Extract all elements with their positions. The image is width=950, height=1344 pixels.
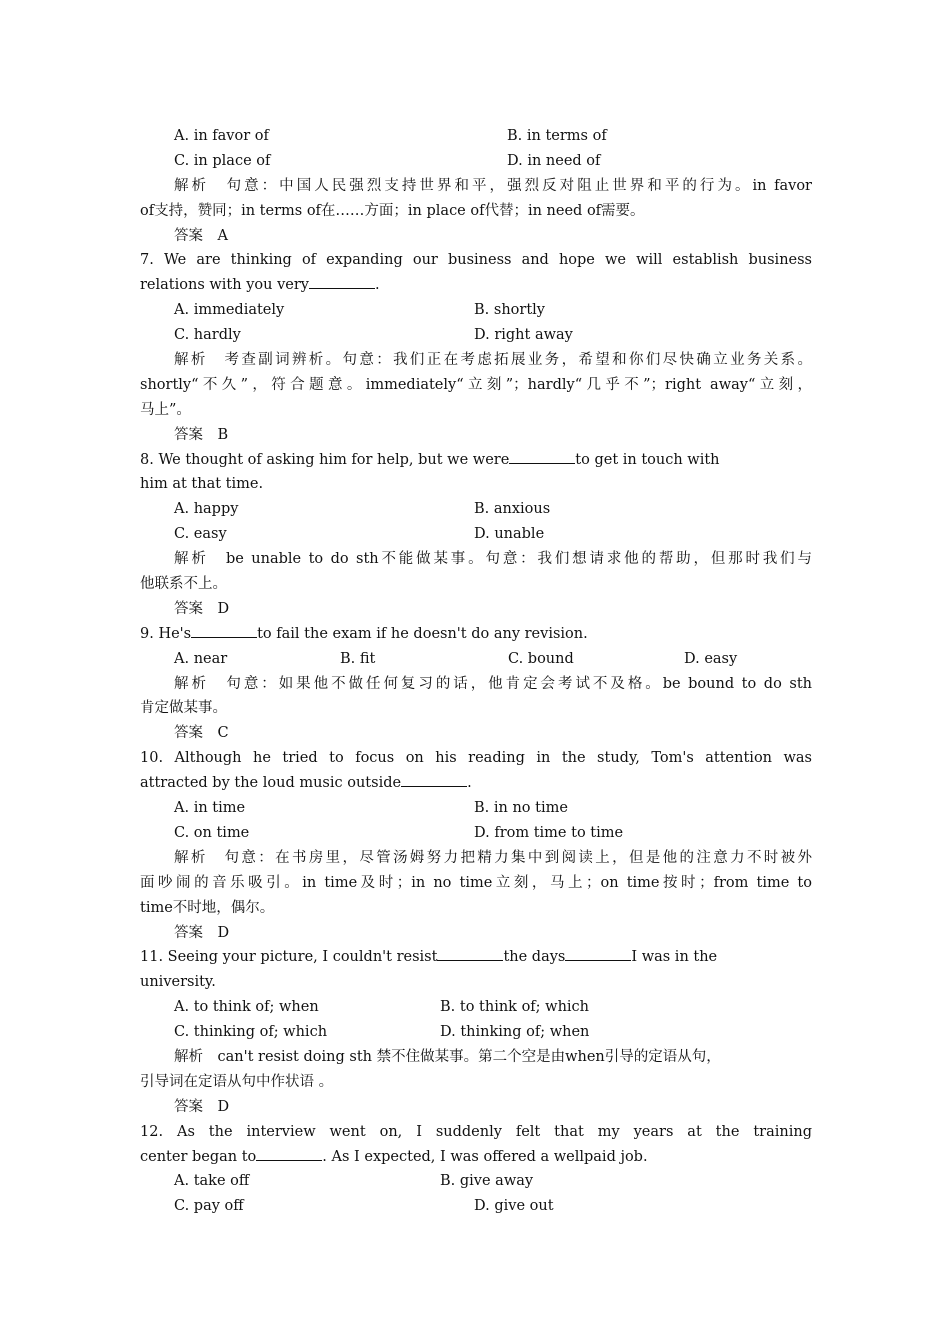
q7-blank [309,274,375,289]
q9-answer: 答案 C [174,725,229,742]
q6-option-c: C. in place of [174,152,271,169]
q10-blank [401,772,467,787]
q9-option-c: C. bound [508,650,574,667]
q7-stem-end: . [374,277,380,294]
q8-options-row-1 [140,497,812,522]
q8-analysis-line-2: 他联系不上。 [140,576,227,593]
q10-stem-line-2 [140,771,812,796]
q10-option-b: B. in no time [474,800,568,817]
q8-option-c: C. easy [174,526,227,543]
q11-answer: 答案 D [174,1098,230,1115]
q10-options-row-2 [140,821,812,846]
q6-options-row-1 [140,124,812,149]
q8-option-a: A. happy [174,501,239,518]
q11-stem-text: 11. Seeing your picture, I couldn't resist [140,949,438,966]
q11-option-c: C. thinking of; which [174,1024,328,1041]
q9-options-row [140,647,812,672]
q10-stem-line-1: 10. Although he tried to focus on his reading in the study, Tom's attention was [140,750,812,767]
q8-option-d: D. unable [474,526,545,543]
q7-option-c: C. hardly [174,327,241,344]
q9-analysis-line-1: 解析 句意：如果他不做任何复习的话，他肯定会考试不及格。be bound to do sth [174,675,812,692]
q12-stem-rest: . As I expected, I was offered a wellpaid job. [322,1148,648,1165]
q11-option-b: B. to think of; which [440,999,590,1016]
q10-options-row-1 [140,796,812,821]
q7-option-b: B. shortly [474,302,545,319]
q9-option-d: D. easy [684,650,738,667]
q7-analysis-line-3: 马上”。 [140,401,191,418]
q6-option-d: D. in need of [507,152,601,169]
q9-blank [191,623,257,638]
q7-analysis-line-2: shortly“不久”，符合题意。immediately“立刻”；hardly“几乎不”；right away“立刻， [140,376,812,393]
q10-option-c: C. on time [174,824,250,841]
q11-option-a: A. to think of; when [174,999,319,1016]
q8-stem-line-2: him at that time. [140,476,264,493]
q12-stem-line-1: 12. As the interview went on, I suddenly felt that my years at the training [140,1123,812,1140]
q11-analysis-line-1: 解析 can't resist doing sth 禁不住做某事。第二个空是由when引导的定语从句， [174,1048,721,1065]
q8-blank [509,449,575,464]
q12-option-d: D. give out [474,1198,554,1215]
q8-analysis-line-1: 解析 be unable to do sth不能做某事。句意：我们想请求他的帮助，但那时我们与 [174,551,812,568]
q10-answer: 答案 D [174,924,230,941]
q8-stem-text: 8. We thought of asking him for help, but we were [140,451,510,468]
q6-analysis-line-2: of支持，赞同；in terms of在……方面；in place of代替；in need of需要。 [140,202,645,219]
q11-blank-1 [437,946,503,961]
q11-option-d: D. thinking of; when [440,1024,590,1041]
q12-options-row-2 [140,1194,812,1219]
q7-stem-line-2 [140,273,812,298]
q11-stem-line-1 [140,945,812,970]
q9-analysis-line-2: 肯定做某事。 [140,700,227,717]
q10-analysis-line-1: 解析 句意：在书房里，尽管汤姆努力把精力集中到阅读上，但是他的注意力不时被外 [174,849,812,866]
q9-option-b: B. fit [340,650,376,667]
q11-stem-line-2: university. [140,974,216,991]
q6-analysis-line-1: 解析 句意：中国人民强烈支持世界和平，强烈反对阻止世界和平的行为。in favor [174,177,812,194]
q11-stem-rest: I was in the [631,949,718,966]
q12-option-b: B. give away [440,1173,534,1190]
q7-option-a: A. immediately [174,302,285,319]
q12-stem-line-2 [140,1145,812,1170]
exercise-page [140,124,812,1219]
q11-options-row-2 [140,1020,812,1045]
q7-options-row-2 [140,323,812,348]
q10-option-d: D. from time to time [474,824,624,841]
q10-stem-text: attracted by the loud music outside [140,775,402,792]
q7-answer: 答案 B [174,426,229,443]
q7-analysis-line-1: 解析 考查副词辨析。句意：我们正在考虑拓展业务，希望和你们尽快确立业务关系。 [174,352,812,369]
q11-options-row-1 [140,995,812,1020]
q11-stem-mid: the days [503,949,566,966]
q9-option-a: A. near [174,650,228,667]
q11-blank-2 [565,946,631,961]
q11-analysis-line-2: 引导词在定语从句中作状语 。 [140,1073,334,1090]
q6-option-a: A. in favor of [174,128,269,144]
q7-option-d: D. right away [474,327,573,344]
q8-stem-rest: to get in touch with [575,451,720,468]
q10-analysis-line-3: time不时地，偶尔。 [140,899,275,916]
q9-stem-text: 9. He's [140,625,192,642]
q9-stem-rest: to fail the exam if he doesn't do any revision. [257,625,588,642]
q8-options-row-2 [140,522,812,547]
q6-options-row-2 [140,149,812,174]
q7-stem-line-1: 7. We are thinking of expanding our business and hope we will establish business [140,252,812,269]
q6-answer: 答案 A [174,227,228,244]
q10-option-a: A. in time [174,800,246,817]
q8-option-b: B. anxious [474,501,551,518]
q7-options-row-1 [140,298,812,323]
q12-option-a: A. take off [174,1173,250,1190]
q8-stem-line-1 [140,448,812,473]
q6-option-b: B. in terms of [507,128,607,144]
q12-option-c: C. pay off [174,1198,244,1215]
q10-analysis-line-2: 面吵闹的音乐吸引。in time及时；in no time立刻，马上；on time按时；from time to [140,874,812,891]
q12-blank [256,1146,322,1161]
q12-stem-text: center began to [140,1148,257,1165]
q7-stem-text: relations with you very [140,277,309,294]
q10-stem-end: . [467,775,472,792]
q12-options-row-1 [140,1169,812,1194]
q8-answer: 答案 D [174,600,230,617]
q9-stem [140,622,812,647]
